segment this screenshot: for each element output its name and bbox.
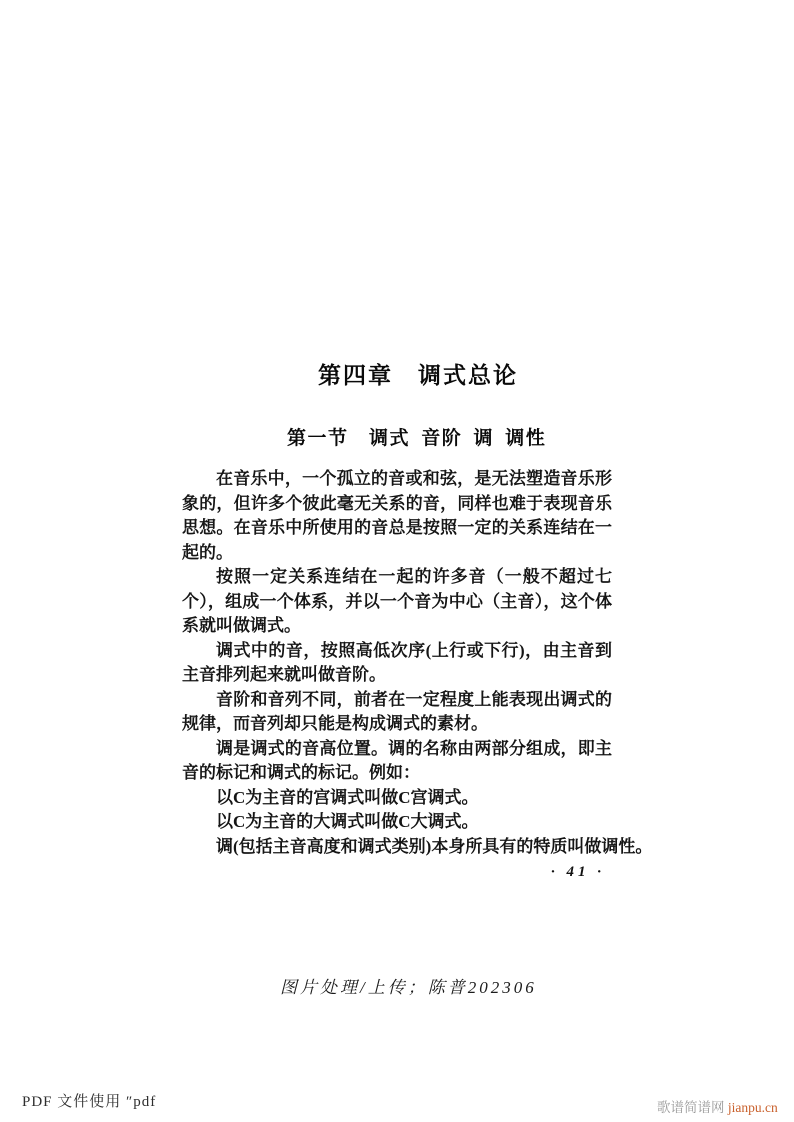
body-paragraph: 调是调式的音高位置。调的名称由两部分组成，即主音的标记和调式的标记。例如： bbox=[182, 738, 612, 782]
body-text-block bbox=[182, 467, 653, 859]
body-example-line: 调(包括主音高度和调式类别)本身所具有的特质叫做调性。 bbox=[216, 836, 653, 856]
body-example-line: 以C为主音的宫调式叫做C宫调式。 bbox=[216, 787, 479, 807]
page-number: · 41 · bbox=[551, 864, 605, 880]
watermark-site-url: jianpu.cn bbox=[727, 1100, 778, 1115]
section-heading: 第一节 调式 音阶 调 调性 bbox=[287, 428, 547, 449]
chapter-heading: 第四章 调式总论 bbox=[318, 362, 518, 388]
body-example-line: 以C为主音的大调式叫做C大调式。 bbox=[216, 812, 479, 831]
body-paragraph: 音阶和音列不同，前者在一定程度上能表现出调式的规律，而音列却只能是构成调式的素材。 bbox=[182, 689, 612, 733]
body-paragraph: 按照一定关系连结在一起的许多音（一般不超过七个），组成一个体系，并以一个音为中心（主音），这个体系就叫做调式。 bbox=[182, 567, 612, 635]
site-watermark bbox=[657, 1096, 778, 1116]
credit-line: 图片处理/上传；陈普202306 bbox=[280, 978, 537, 997]
body-paragraph: 调式中的音，按照高低次序(上行或下行)，由主音到主音排列起来就叫做音阶。 bbox=[182, 640, 612, 684]
body-paragraph: 在音乐中，一个孤立的音或和弦，是无法塑造音乐形象的，但许多个彼此毫无关系的音，同样也难于表现音乐思想。在音乐中所使用的音总是按照一定的关系连结在一起的。 bbox=[182, 469, 612, 562]
watermark-site-name: 歌谱简谱网 bbox=[657, 1100, 728, 1115]
pdf-usage-note: PDF 文件使用 ″pdf bbox=[22, 1094, 157, 1110]
